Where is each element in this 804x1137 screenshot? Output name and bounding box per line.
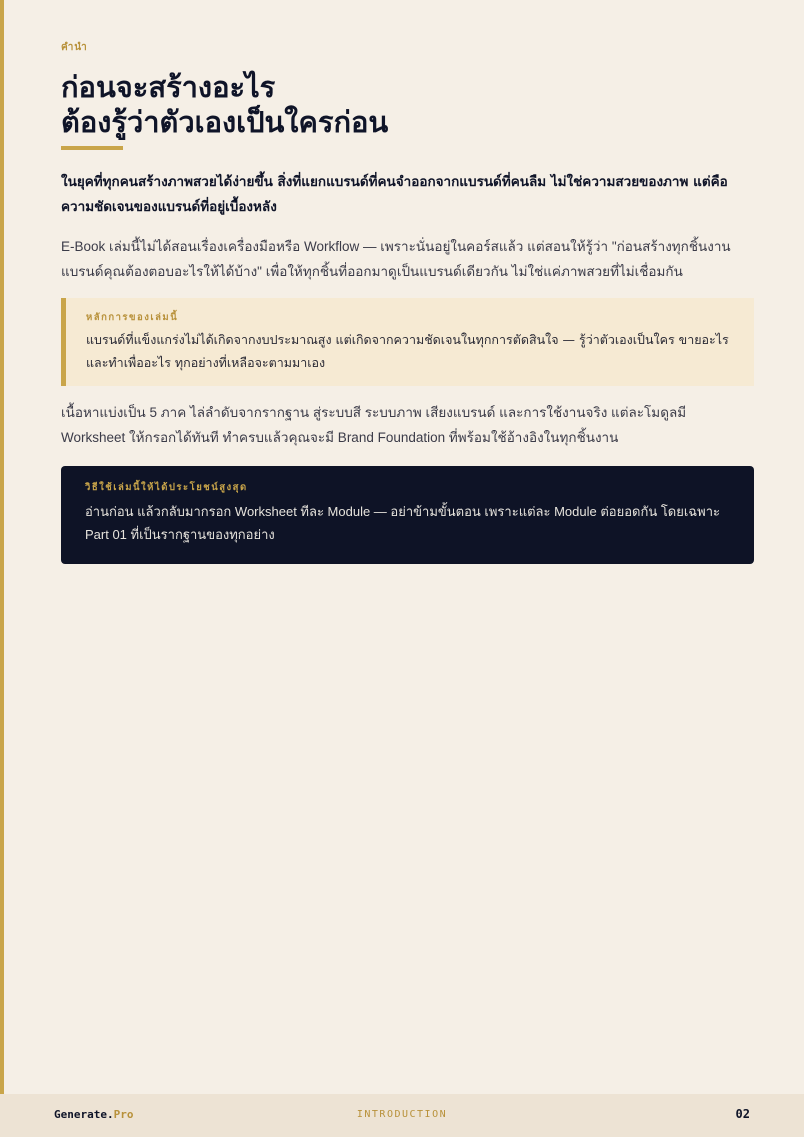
page-title bbox=[61, 70, 754, 140]
title-line-1: ก่อนจะสร้างอะไร bbox=[61, 70, 276, 104]
page-content bbox=[61, 40, 754, 564]
footer-section-name: INTRODUCTION bbox=[356, 1109, 448, 1120]
brand-accent: Pro bbox=[113, 1108, 134, 1121]
title-line-2: ต้องรู้ว่าตัวเองเป็นใครก่อน bbox=[61, 105, 389, 139]
usage-tip-box bbox=[61, 466, 754, 564]
left-accent-bar bbox=[0, 0, 4, 1094]
brand-name: Generate. bbox=[54, 1108, 114, 1121]
principle-callout bbox=[61, 298, 754, 386]
title-underline bbox=[61, 146, 123, 150]
callout-label: หลักการของเล่มนี้ bbox=[86, 312, 179, 323]
page-number: 02 bbox=[735, 1107, 750, 1121]
lead-paragraph: ในยุคที่ทุกคนสร้างภาพสวยได้ง่ายขึ้น สิ่งที่แยกแบรนด์ที่คนจำออกจากแบรนด์ที่คนลืม ไม่ใช่ความสวยของภาพ แต่คือความชัดเจนของแบรนด์ที่อยู่เบื้องหลัง bbox=[61, 174, 728, 215]
intro-paragraph: E-Book เล่มนี้ไม่ได้สอนเรื่องเครื่องมือหรือ Workflow — เพราะนั่นอยู่ในคอร์สแล้ว แต่สอนให้รู้ว่า "ก่อนสร้างทุกชิ้นงาน แบรนด์คุณต้องตอบอะไรให้ได้บ้าง" เพื่อให้ทุกชิ้นที่ออกมาดูเป็นแบรนด์เดียวกัน ไม่ใช่แค่ภาพสวยที่ไม่เชื่อมกัน bbox=[61, 239, 731, 279]
section-eyebrow: คำนำ bbox=[61, 42, 88, 53]
page-footer bbox=[0, 1094, 804, 1137]
tip-label: วิธีใช้เล่มนี้ให้ได้ประโยชน์สูงสุด bbox=[85, 482, 248, 493]
content-paragraph: เนื้อหาแบ่งเป็น 5 ภาค ไล่ลำดับจากรากฐาน สู่ระบบสี ระบบภาพ เสียงแบรนด์ และการใช้งานจริง แต่ละโมดูลมี Worksheet ให้กรอกได้ทันที ทำครบแล้วคุณจะมี Brand Foundation ที่พร้อมใช้อ้างอิงในทุกชิ้นงาน bbox=[61, 405, 687, 445]
tip-text: อ่านก่อน แล้วกลับมากรอก Worksheet ทีละ Module — อย่าข้ามขั้นตอน เพราะแต่ละ Module ต่อยอดกัน โดยเฉพาะ Part 01 ที่เป็นรากฐานของทุกอย่าง bbox=[85, 504, 721, 542]
callout-text: แบรนด์ที่แข็งแกร่งไม่ได้เกิดจากงบประมาณสูง แต่เกิดจากความชัดเจนในทุกการตัดสินใจ — รู้ว่าตัวเองเป็นใคร ขายอะไร และทำเพื่ออะไร ทุกอย่างที่เหลือจะตามมาเอง bbox=[86, 332, 729, 370]
